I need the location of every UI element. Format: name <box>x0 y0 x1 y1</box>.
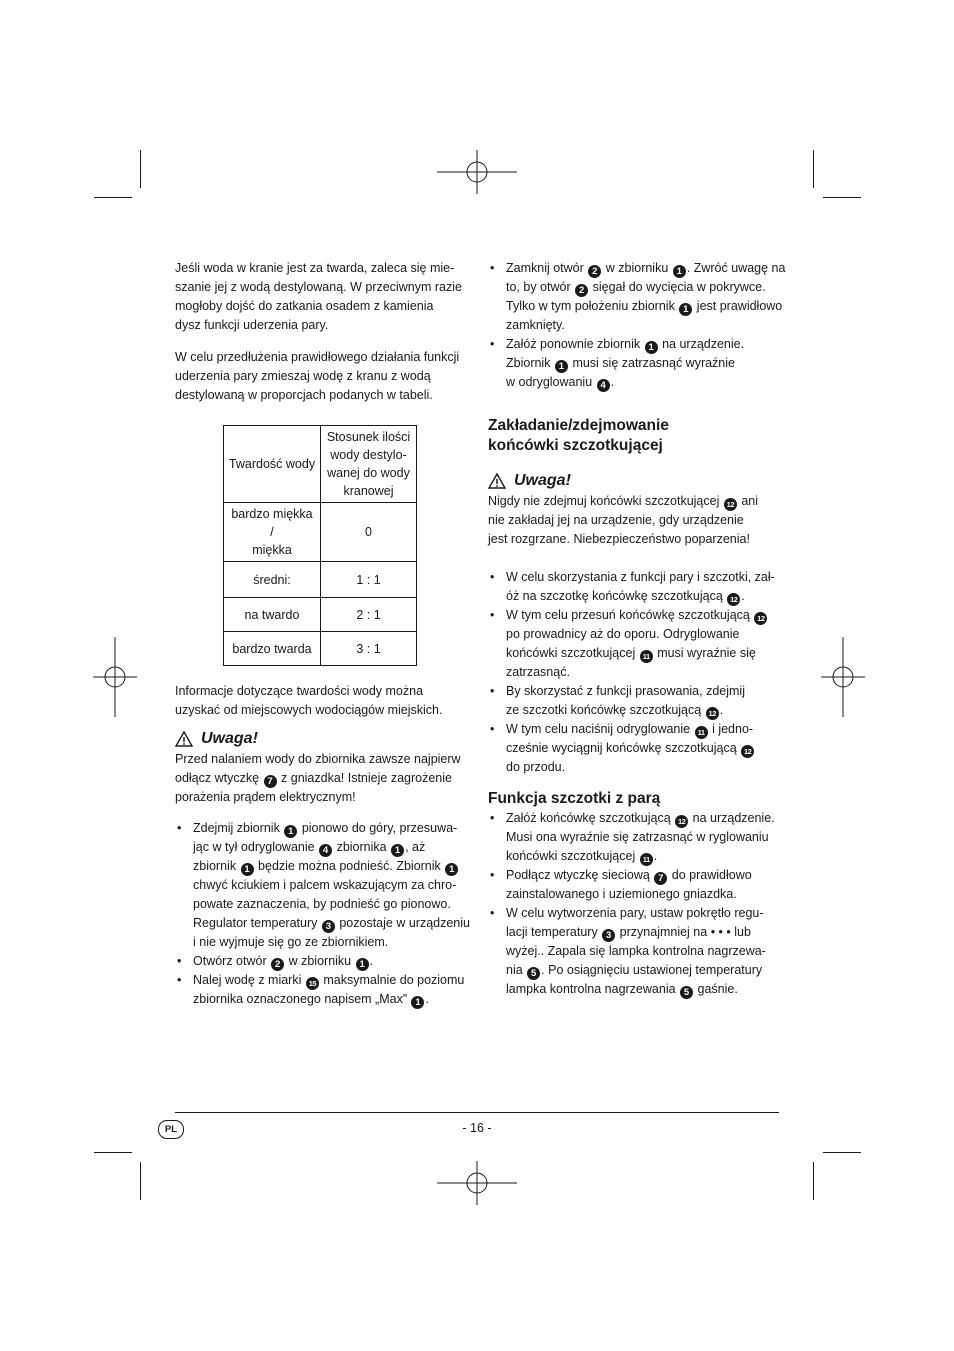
text-line: wyżej.. Zapala się lampka kontrolna nagrzewa- <box>506 944 766 958</box>
text-fragment: odłącz wtyczkę <box>175 771 260 785</box>
crop-mark <box>140 1162 141 1200</box>
instruction-list <box>175 819 475 1009</box>
heading-line: Zakładanie/zdejmowanie <box>488 417 669 434</box>
text-fragment: nia <box>506 963 523 977</box>
table-row <box>224 598 417 632</box>
text-fragment: końcówki szczotkującej <box>506 646 636 660</box>
text-fragment: . <box>369 954 374 968</box>
list-item <box>488 809 788 866</box>
list-item <box>488 866 788 904</box>
text-fragment: , aż <box>405 840 426 854</box>
text-fragment: sięgał do wycięcia w pokrywce. <box>592 280 766 294</box>
text-fragment: końcówki szczotkującej <box>506 849 636 863</box>
warning-heading <box>488 470 788 492</box>
callout-badge: 15 <box>306 977 319 990</box>
text-line: i nie wyjmuje się go ze zbiornikiem. <box>193 935 389 949</box>
language-badge: PL <box>158 1120 184 1139</box>
callout-badge: 12 <box>727 593 740 606</box>
text-fragment: Tylko w tym położeniu zbiornik <box>506 299 675 313</box>
text-fragment: Zbiornik <box>506 356 551 370</box>
callout-badge: 1 <box>391 844 404 857</box>
text-fragment: óż na szczotkę końcówkę szczotkującą <box>506 589 723 603</box>
text-fragment: zbiornika oznaczonego napisem „Max” <box>193 992 407 1006</box>
text-fragment: Załóż ponownie zbiornik <box>506 337 641 351</box>
text-fragment: maksymalnie do poziomu <box>323 973 465 987</box>
text-fragment: musi się zatrzasnąć wyraźnie <box>572 356 735 370</box>
text-fragment: w zbiorniku <box>288 954 352 968</box>
text-line: porażenia prądem elektrycznym! <box>175 790 356 804</box>
text-fragment: Regulator temperatury <box>193 916 318 930</box>
text-line: W celu przedłużenia prawidłowego działania funkcji <box>175 350 460 364</box>
text-line: zatrzasnąć. <box>506 665 570 679</box>
callout-badge: 2 <box>575 284 588 297</box>
text-fragment: lacji temperatury <box>506 925 598 939</box>
callout-badge: 11 <box>640 650 653 663</box>
section-heading: Funkcja szczotki z parą <box>488 790 661 807</box>
text-fragment: jąc w tył odryglowanie <box>193 840 315 854</box>
text-fragment: musi wyraźnie się <box>657 646 756 660</box>
text-fragment: przynajmniej na • • • lub <box>619 925 751 939</box>
list-item <box>488 720 788 777</box>
text-fragment: w zbiorniku <box>605 261 669 275</box>
text-line: Przed nalaniem wody do zbiornika zawsze najpierw <box>175 752 461 766</box>
text-fragment: . <box>610 375 615 389</box>
text-line: dysz funkcji uderzenia pary. <box>175 318 329 332</box>
text-fragment: Podłącz wtyczkę sieciową <box>506 868 650 882</box>
callout-badge: 1 <box>241 863 254 876</box>
crop-mark <box>823 197 861 198</box>
callout-badge: 12 <box>754 612 767 625</box>
intro-paragraph <box>175 259 475 335</box>
callout-badge: 11 <box>695 726 708 739</box>
text-fragment: na urządzenie. <box>662 337 745 351</box>
dilution-paragraph <box>175 348 475 405</box>
callout-badge: 2 <box>271 958 284 971</box>
text-fragment: . <box>741 589 745 603</box>
list-item <box>488 259 788 335</box>
text-line: • W celu skorzystania z funkcji pary i szczotki, zał- <box>506 570 775 584</box>
callout-badge: 1 <box>445 863 458 876</box>
water-hardness-table <box>223 425 417 666</box>
crop-mark <box>813 1162 814 1200</box>
warning-heading <box>175 728 475 750</box>
callout-badge: 1 <box>645 341 658 354</box>
callout-badge: 4 <box>319 844 332 857</box>
right-column <box>488 259 788 999</box>
callout-badge: 12 <box>741 745 754 758</box>
callout-badge: 1 <box>411 996 424 1009</box>
text-line: miękka <box>252 543 292 557</box>
text-fragment: . <box>719 703 724 717</box>
text-line: zainstalowanego i uziemionego gniazdka. <box>506 887 737 901</box>
info-paragraph <box>175 682 475 720</box>
table-cell: średni: <box>224 562 321 598</box>
text-fragment: zbiornik <box>193 859 237 873</box>
text-fragment: Otwórz otwór <box>193 954 267 968</box>
text-line: wanej do wody <box>327 466 410 480</box>
list-item <box>175 819 475 952</box>
table-row <box>224 503 417 562</box>
callout-badge: 1 <box>673 265 686 278</box>
list-item <box>488 904 788 999</box>
instruction-list <box>488 568 788 777</box>
heading-line: końcówki szczotkującej <box>488 437 663 454</box>
text-fragment: pionowo do góry, przesuwa- <box>301 821 458 835</box>
text-fragment: to, by otwór <box>506 280 571 294</box>
registration-mark-right <box>821 637 865 717</box>
text-fragment: gaśnie. <box>697 982 738 996</box>
table-cell: 3 : 1 <box>321 632 417 666</box>
callout-badge: 12 <box>706 707 719 720</box>
warning-title: Uwaga! <box>201 730 258 747</box>
text-line: chwyć kciukiem i palcem wskazującym za chro- <box>193 878 457 892</box>
warning-text <box>175 750 475 807</box>
table-row <box>224 632 417 666</box>
text-fragment: ani <box>741 494 759 508</box>
list-item <box>488 682 788 720</box>
text-line: kranowej <box>343 484 394 498</box>
registration-mark-left <box>93 637 137 717</box>
callout-badge: 7 <box>264 775 277 788</box>
table-cell: bardzo twarda <box>224 632 321 666</box>
callout-badge: 12 <box>675 815 688 828</box>
footer-rule <box>175 1112 779 1113</box>
section-heading <box>488 416 788 456</box>
table-cell <box>224 503 321 562</box>
callout-badge: 3 <box>322 920 335 933</box>
crop-mark <box>813 150 814 188</box>
text-line: destylowaną w proporcjach podanych w tabeli. <box>175 388 433 402</box>
text-fragment: jest prawidłowo <box>696 299 783 313</box>
warning-triangle-icon <box>488 473 506 489</box>
text-line: po prowadnicy aż do oporu. Odryglowanie <box>506 627 740 641</box>
callout-badge: 2 <box>588 265 601 278</box>
warning-triangle-icon <box>175 731 193 747</box>
table-row <box>224 562 417 598</box>
text-line: uzyskać od miejscowych wodociągów miejskich. <box>175 703 443 717</box>
text-line: mogłoby dojść do zatkania osadem z kamienia <box>175 299 434 313</box>
warning-title: Uwaga! <box>514 472 571 489</box>
text-line: nie zakładaj jej na urządzenie, gdy urządzenie <box>488 513 744 527</box>
callout-badge: 12 <box>724 498 737 511</box>
text-fragment: . Po osiągnięciu ustawionej temperatury <box>541 963 763 977</box>
text-line: Stosunek ilości <box>326 430 411 444</box>
text-fragment: i jedno- <box>712 722 754 736</box>
left-column <box>175 259 475 1009</box>
callout-badge: 4 <box>597 379 610 392</box>
crop-mark <box>823 1152 861 1153</box>
text-line: wody destylo- <box>330 448 407 462</box>
crop-mark <box>94 197 132 198</box>
text-fragment: Załóż końcówkę szczotkującą <box>506 811 671 825</box>
callout-badge: 1 <box>356 958 369 971</box>
text-fragment: będzie można podnieść. Zbiornik <box>258 859 441 873</box>
table-header-ratio <box>321 426 417 503</box>
list-item <box>488 606 788 682</box>
callout-badge: 11 <box>640 853 653 866</box>
text-fragment: W tym celu naciśnij odryglowanie <box>506 722 691 736</box>
table-cell: 0 <box>321 503 417 562</box>
text-fragment: . <box>425 992 429 1006</box>
text-fragment: z gniazdka! Istnieje zagrożenie <box>281 771 452 785</box>
table-cell: 1 : 1 <box>321 562 417 598</box>
text-line: zamknięty. <box>506 318 565 332</box>
callout-badge: 5 <box>527 967 540 980</box>
callout-badge: 3 <box>602 929 615 942</box>
crop-mark <box>140 150 141 188</box>
list-item <box>175 952 475 971</box>
text-line: powate zaznaczenia, by podnieść go pionowo. <box>193 897 451 911</box>
registration-mark-bottom <box>437 1161 517 1205</box>
table-cell: 2 : 1 <box>321 598 417 632</box>
text-fragment: Zdejmij zbiornik <box>193 821 280 835</box>
text-fragment: pozostaje w urządzeniu <box>339 916 470 930</box>
text-fragment: cześnie wyciągnij końcówkę szczotkującą <box>506 741 737 755</box>
text-line: jest rozgrzane. Niebezpieczeństwo poparzenia! <box>488 532 750 546</box>
text-line: uderzenia pary zmieszaj wodę z kranu z wodą <box>175 369 431 383</box>
text-fragment: zbiornika <box>336 840 387 854</box>
table-header-row <box>224 426 417 503</box>
table-header-hardness: Twardość wody <box>224 426 321 503</box>
text-fragment: Zamknij otwór <box>506 261 584 275</box>
text-line: • W celu wytworzenia pary, ustaw pokrętło regu- <box>506 906 764 920</box>
crop-mark <box>94 1152 132 1153</box>
callout-badge: 5 <box>680 986 693 999</box>
instruction-list <box>488 809 788 999</box>
callout-badge: 1 <box>284 825 297 838</box>
list-item <box>488 335 788 392</box>
registration-mark-top <box>437 150 517 194</box>
text-fragment: Nigdy nie zdejmuj końcówki szczotkującej <box>488 494 720 508</box>
callout-badge: 1 <box>555 360 568 373</box>
text-fragment: W tym celu przesuń końcówkę szczotkującą <box>506 608 750 622</box>
page-number: - 16 - <box>462 1121 492 1135</box>
list-item <box>175 971 475 1009</box>
callout-badge: 1 <box>679 303 692 316</box>
list-item <box>488 568 788 606</box>
text-fragment: do prawidłowo <box>671 868 752 882</box>
warning-text <box>488 492 788 549</box>
text-fragment: . Zwróć uwagę na <box>686 261 786 275</box>
text-fragment: . <box>653 849 658 863</box>
text-fragment: Nalej wodę z miarki <box>193 973 302 987</box>
text-fragment: ze szczotki końcówkę szczotkującą <box>506 703 702 717</box>
text-line: do przodu. <box>506 760 566 774</box>
text-line: Musi ona wyraźnie się zatrzasnąć w ryglowaniu <box>506 830 769 844</box>
text-fragment: na urządzenie. <box>692 811 775 825</box>
text-line: Jeśli woda w kranie jest za twarda, zaleca się mie- <box>175 261 455 275</box>
instruction-list <box>488 259 788 392</box>
text-fragment: lampka kontrolna nagrzewania <box>506 982 676 996</box>
text-line: • By skorzystać z funkcji prasowania, zdejmij <box>506 684 745 698</box>
table-cell: na twardo <box>224 598 321 632</box>
text-line: Informacje dotyczące twardości wody można <box>175 684 424 698</box>
text-line: bardzo miękka / <box>231 507 313 539</box>
text-fragment: w odryglowaniu <box>506 375 593 389</box>
callout-badge: 7 <box>654 872 667 885</box>
text-line: szanie jej z wodą destylowaną. W przeciwnym razie <box>175 280 462 294</box>
